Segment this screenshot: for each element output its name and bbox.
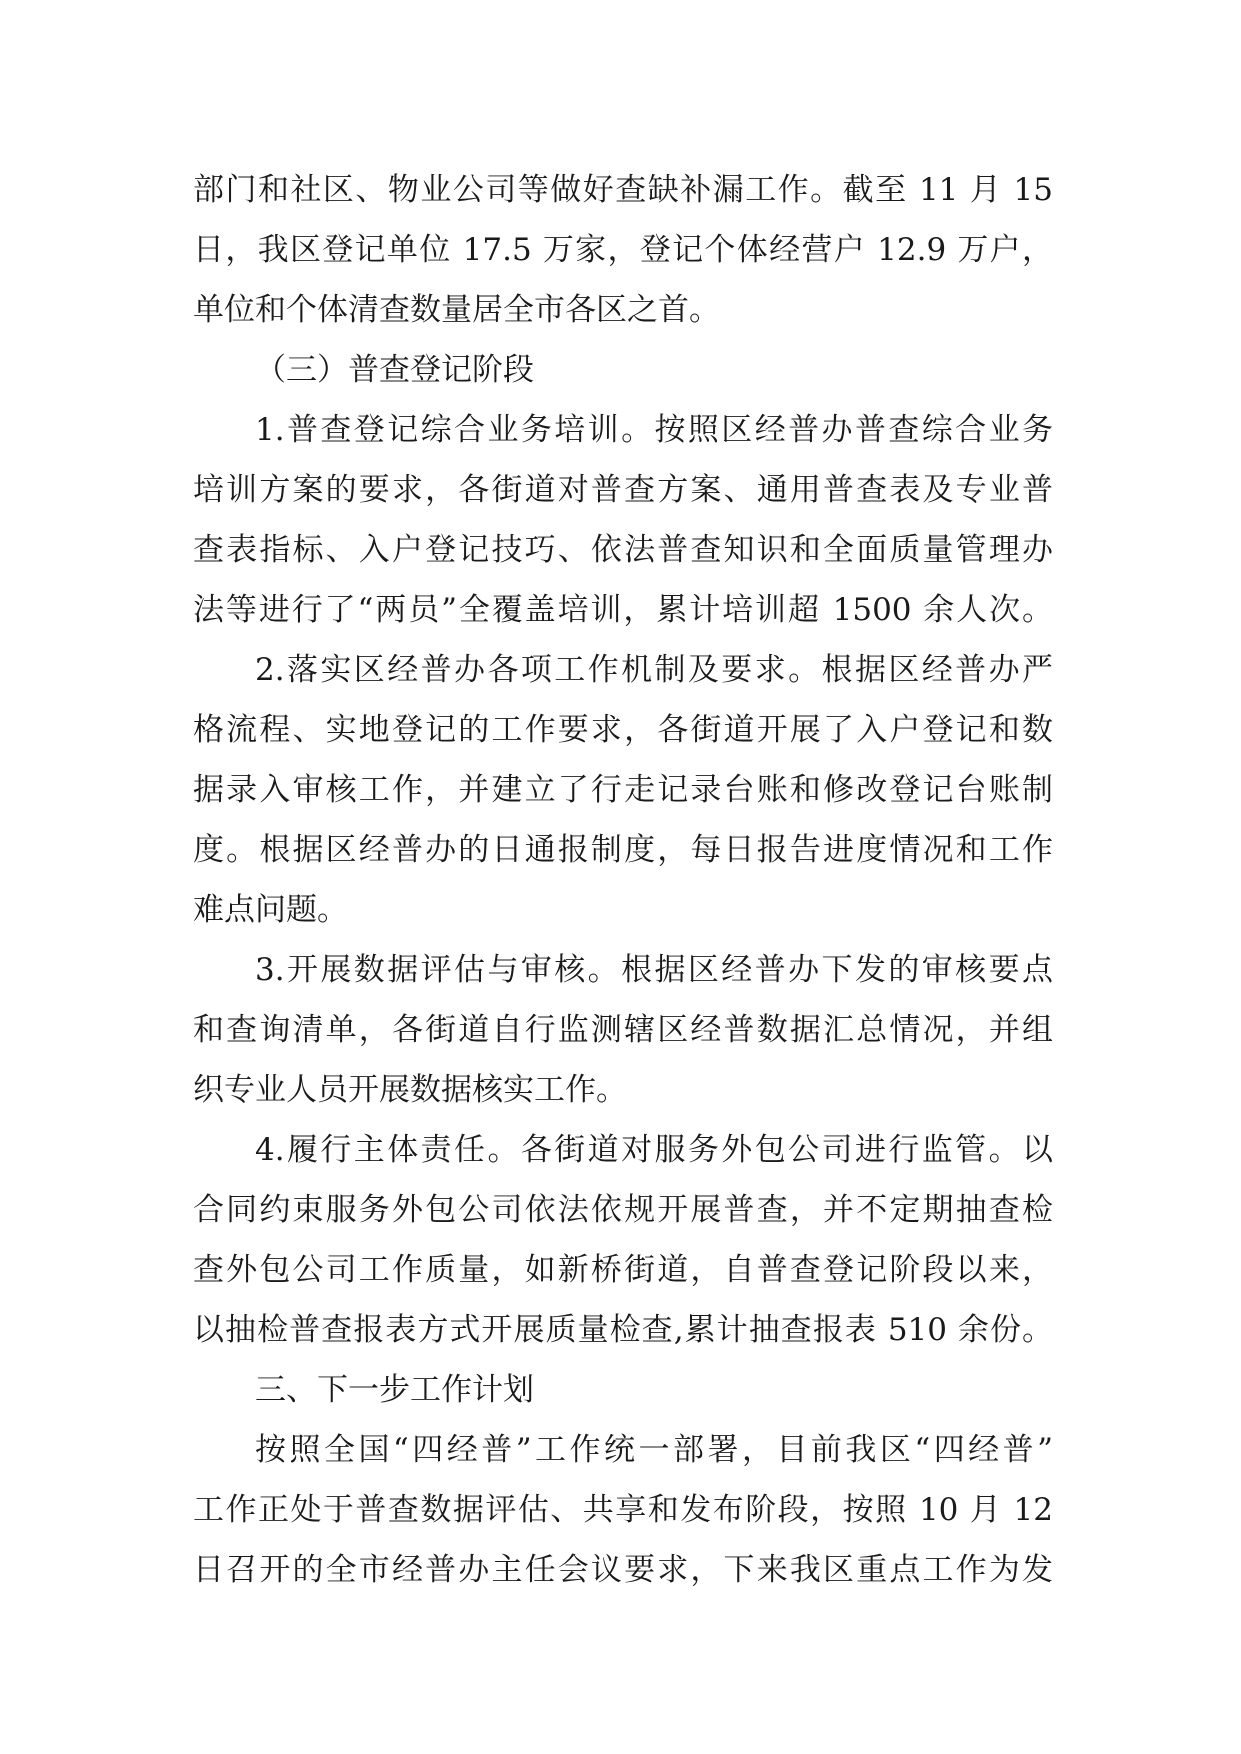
- text-line: 查外包公司工作质量，如新桥街道，自普查登记阶段以来，: [193, 1252, 1053, 1288]
- text-line: 格流程、实地登记的工作要求，各街道开展了入户登记和数: [193, 712, 1053, 748]
- text-line: 日召开的全市经普办主任会议要求，下来我区重点工作为发: [193, 1552, 1053, 1588]
- text-line: 法等进行了“两员”全覆盖培训，累计培训超 1500 余人次。: [193, 592, 1053, 628]
- text-line: 日，我区登记单位 17.5 万家，登记个体经营户 12.9 万户，: [193, 232, 1053, 268]
- text-line: 1.普查登记综合业务培训。按照区经普办普查综合业务: [255, 412, 1053, 448]
- text-line: 培训方案的要求，各街道对普查方案、通用普查表及专业普: [193, 472, 1053, 508]
- text-line: 度。根据区经普办的日通报制度，每日报告进度情况和工作: [193, 832, 1053, 868]
- text-line: 2.落实区经普办各项工作机制及要求。根据区经普办严: [255, 652, 1053, 688]
- text-line: 4.履行主体责任。各街道对服务外包公司进行监管。以: [255, 1132, 1053, 1168]
- text-line: 工作正处于普查数据评估、共享和发布阶段，按照 10 月 12: [193, 1492, 1053, 1528]
- text-line: 织专业人员开展数据核实工作。: [193, 1072, 627, 1108]
- text-line: 3.开展数据评估与审核。根据区经普办下发的审核要点: [255, 952, 1053, 988]
- text-line: 和查询清单，各街道自行监测辖区经普数据汇总情况，并组: [193, 1012, 1053, 1048]
- section-heading: （三）普查登记阶段: [255, 352, 534, 388]
- text-line: 合同约束服务外包公司依法依规开展普查，并不定期抽查检: [193, 1192, 1053, 1228]
- text-line: 部门和社区、物业公司等做好查缺补漏工作。截至 11 月 15: [193, 172, 1053, 208]
- text-line: 单位和个体清查数量居全市各区之首。: [193, 292, 720, 328]
- section-heading: 三、下一步工作计划: [255, 1372, 534, 1408]
- text-line: 按照全国“四经普”工作统一部署，目前我区“四经普”: [255, 1432, 1053, 1468]
- text-line: 难点问题。: [193, 892, 348, 928]
- text-line: 以抽检普查报表方式开展质量检查,累计抽查报表 510 余份。: [193, 1312, 1053, 1348]
- text-line: 查表指标、入户登记技巧、依法普查知识和全面质量管理办: [193, 532, 1053, 568]
- document-body: [193, 160, 1053, 1600]
- text-line: 据录入审核工作，并建立了行走记录台账和修改登记台账制: [193, 772, 1053, 808]
